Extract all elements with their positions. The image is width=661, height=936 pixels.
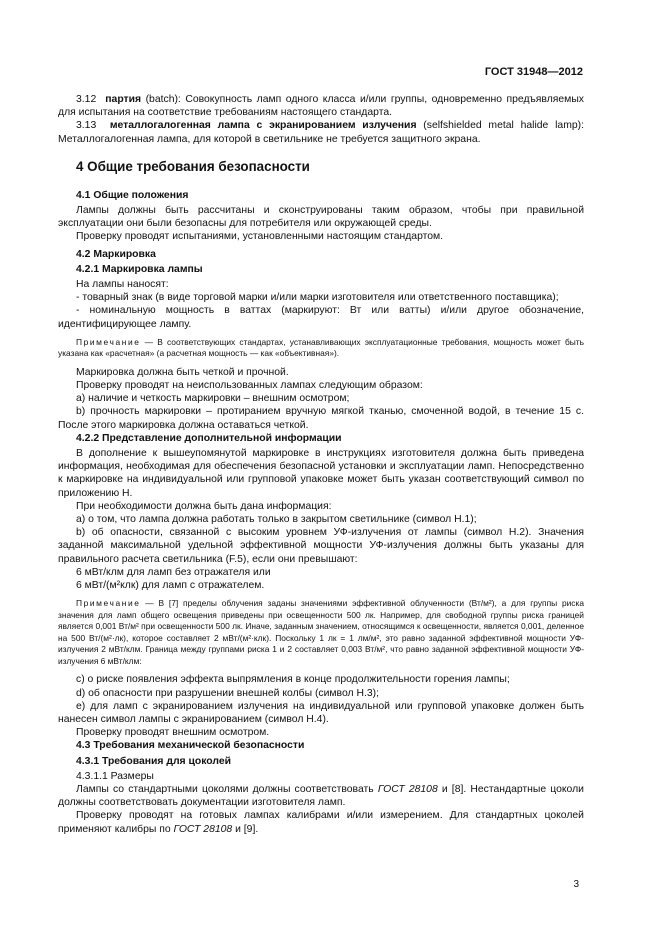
list-item: b) прочность маркировки – протиранием вручную мягкой тканью, смоченной водой, в течение 15 с. После этого маркировка должна оставаться четкой. <box>58 406 584 431</box>
text: Проверку проводят на готовых лампах калибрами и/или измерением. Для стандартных цоколей применяют калибры по <box>58 810 584 835</box>
note-text: — В [7] пределы облучения заданы значениями эффективной облученности (Вт/м²), а для группы риска значения для ламп общего освещения приведены при освещенности 500 лк. Например, для свободной группы риска границей является 0,001 Вт/м² при освещенности 500 лк. Иначе, заданным значением, относящимся к освещенности, является 0,001, деленное на 500 Вт/(м²·лк), которое составляет 2 мВт/(м²·клк). Поскольку 1 лк = 1 лм/м², это равно заданной эффективной мощности УФ-излучения 2 мВт/клм. Граница между группами риска 1 и 2 составляет 0,003 Вт/м², что равно заданной эффективной мощности УФ-излучения 6 мВт/клм: <box>58 598 584 666</box>
term: металлогалогенная лампа с экранированием излучения <box>109 120 417 132</box>
paragraph: Маркировка должна быть четкой и прочной. <box>76 366 289 378</box>
clause-number: 3.13 <box>76 120 97 132</box>
clause-3-13 <box>58 119 584 145</box>
paragraph: Лампы должны быть рассчитаны и сконструированы таким образом, чтобы при правильной эксплуатации они были безопасны для потребителя или окружающей среды. <box>58 205 584 230</box>
paragraph: В дополнение к вышеупомянутой маркировке в инструкциях изготовителя должна быть приведена информация, необходимая для обеспечения безопасной установки и эксплуатации ламп. Непосредственно к маркировке на индивидуальной или групповой упаковке может быть указан соответствующий символ по приложению Н. <box>58 448 584 499</box>
paragraph: Проверку проводят внешним осмотром. <box>76 727 270 739</box>
note <box>58 337 584 360</box>
section-4-heading: 4 Общие требования безопасности <box>76 158 310 174</box>
document-body <box>58 93 584 836</box>
note-label: Примечание <box>76 336 141 347</box>
document-header: ГОСТ 31948—2012 <box>484 66 583 78</box>
note <box>58 598 584 667</box>
page-number: 3 <box>573 879 579 890</box>
paragraph: При необходимости должна быть дана информация: <box>76 500 332 512</box>
list-item: a) о том, что лампа должна работать только в закрытом светильнике (символ Н.1); <box>76 514 477 526</box>
section-4-2-heading: 4.2 Маркировка <box>76 248 156 260</box>
section-4-3-heading: 4.3 Требования механической безопасности <box>76 740 305 752</box>
list-item: c) о риске появления эффекта выпрямления в конце продолжительности горения лампы; <box>76 674 510 686</box>
definition: (batch): Совокупность ламп одного класса и/или группы, одновременно предъявляемых для испытания на соответствие требованиям настоящего стандарта. <box>58 94 584 119</box>
list-item: - номинальную мощность в ваттах (маркируют: Вт или ватты) и/или другое обозначение, идентифицирующее лампу. <box>58 305 584 330</box>
standard-reference: ГОСТ 28108 <box>173 823 233 835</box>
clause-number: 3.12 <box>76 94 97 105</box>
list-item: а) наличие и четкость маркировки – внешним осмотром; <box>76 393 350 405</box>
section-4-2-2-heading: 4.2.2 Представление дополнительной информации <box>76 432 342 444</box>
section-4-3-1-heading: 4.3.1 Требования для цоколей <box>76 755 232 767</box>
text: и [8]. Нестандартные цоколи должны соответствовать документации изготовителя ламп. <box>58 783 584 809</box>
list-item: b) об опасности, связанной с высоким уровнем УФ-излучения от лампы (символ Н.2). Значения заданной максимальной удельной эффективной мощности УФ-излучения должны быть указаны для правильного расчета светильника (F.5), если они превышают: <box>58 527 584 565</box>
list-item: d) об опасности при разрушении внешней колбы (символ Н.3); <box>76 687 379 699</box>
clause-3-12 <box>58 93 584 119</box>
paragraph <box>58 783 584 809</box>
note-label: Примечание <box>76 598 141 609</box>
paragraph: На лампы наносят: <box>76 279 169 291</box>
paragraph: Проверку проводят на неиспользованных лампах следующим образом: <box>76 380 423 392</box>
subsection-4-3-1-1: 4.3.1.1 Размеры <box>76 770 154 782</box>
standard-reference: ГОСТ 28108 <box>377 783 438 795</box>
paragraph <box>58 809 584 835</box>
value-line: 6 мВт/клм для ламп без отражателя или <box>76 566 271 578</box>
note-text: — В соответствующих стандартах, устанавливающих эксплуатационные требования, мощность может быть указана как «расчетная» (а расчетная мощность — как «объективная»). <box>58 336 584 359</box>
section-4-1-heading: 4.1 Общие положения <box>76 189 189 201</box>
section-4-2-1-heading: 4.2.1 Маркировка лампы <box>76 263 203 275</box>
definition: (selfshielded metal halide lamp): Металлогалогенная лампа, для которой в светильнике не требуется защитного экрана. <box>58 120 584 145</box>
text: и [9]. <box>232 823 259 835</box>
term: партия <box>105 94 142 105</box>
value-line: 6 мВт/(м²клк) для ламп с отражателем. <box>76 580 265 592</box>
list-item: e) для ламп с экранированием излучения на индивидуальной или групповой упаковке должен быть нанесен символ лампы с экранированием (символ Н.4). <box>58 700 584 725</box>
paragraph: Проверку проводят испытаниями, установленными настоящим стандартом. <box>76 231 444 243</box>
list-item: - товарный знак (в виде торговой марки и/или марки изготовителя или ответственного поставщика); <box>76 292 559 304</box>
text: Лампы со стандартными цоколями должны соответствовать <box>76 783 378 795</box>
